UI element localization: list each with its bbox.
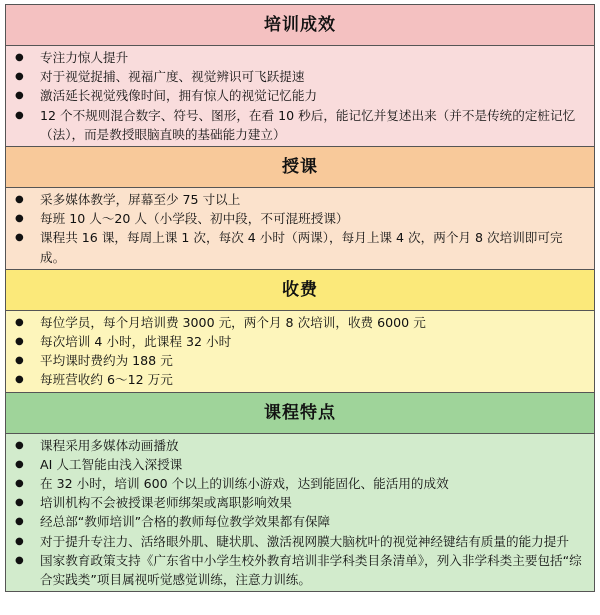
list-item: ● 课程采用多媒体动画播放	[14, 436, 582, 455]
section-title-features: 课程特点	[6, 393, 594, 434]
list-item: ● 在 32 小时，培训 600 个以上的训练小游戏，达到能固化、能活用的成效	[14, 474, 582, 493]
list-item: ● 课程共 16 课，每周上课 1 次，每次 4 小时（两课），每月上课 4 次，两个月 8 次培训即可完成。	[14, 228, 582, 266]
training-info-document	[5, 4, 595, 592]
list-item: ● 每班 10 人～20 人（小学段、初中段，不可混班授课）	[14, 209, 582, 228]
list-item: ● 平均课时费约为 188 元	[14, 351, 582, 370]
section-body-features	[6, 434, 594, 592]
list-item: ● 每位学员，每个月培训费 3000 元，两个月 8 次培训，收费 6000 元	[14, 313, 582, 332]
list-item: ● 激活延长视觉残像时间，拥有惊人的视觉记忆能力	[14, 86, 582, 105]
list-item: ● 对于提升专注力、活络眼外肌、睫状肌、激活视网膜大脑枕叶的视觉神经键结有质量的能力提升	[14, 532, 582, 551]
list-item: ● 12 个不规则混合数字、符号、图形，在看 10 秒后，能记忆并复述出来（并不是传统的定桩记忆（法），而是教授眼脑直映的基础能力建立）	[14, 106, 582, 144]
section-body-fees	[6, 311, 594, 392]
section-title-fees: 收费	[6, 270, 594, 311]
list-item: ● 专注力惊人提升	[14, 48, 582, 67]
section-results	[6, 5, 594, 147]
list-item: ● AI 人工智能由浅入深授课	[14, 455, 582, 474]
section-teaching	[6, 147, 594, 270]
list-item: ● 每次培训 4 小时，此课程 32 小时	[14, 332, 582, 351]
list-item: ● 国家教育政策支持《广东省中小学生校外教育培训非学科类目条清单》，列入非学科类主要包括“综合实践类”项目属视听觉感觉训练，注意力训练。	[14, 551, 582, 589]
section-features	[6, 393, 594, 592]
list-item: ● 采多媒体教学，屏幕至少 75 寸以上	[14, 190, 582, 209]
list-item: ● 每班营收约 6～12 万元	[14, 370, 582, 389]
list-item: ● 经总部“教师培训”合格的教师每位教学效果都有保障	[14, 512, 582, 531]
list-item: ● 培训机构不会被授课老师绑架或离职影响效果	[14, 493, 582, 512]
section-fees	[6, 270, 594, 393]
list-item: ● 对于视觉捉捕、视福广度、视觉辨识可飞跃提速	[14, 67, 582, 86]
section-body-teaching	[6, 188, 594, 269]
section-title-teaching: 授课	[6, 147, 594, 188]
section-title-results: 培训成效	[6, 5, 594, 46]
section-body-results	[6, 46, 594, 146]
